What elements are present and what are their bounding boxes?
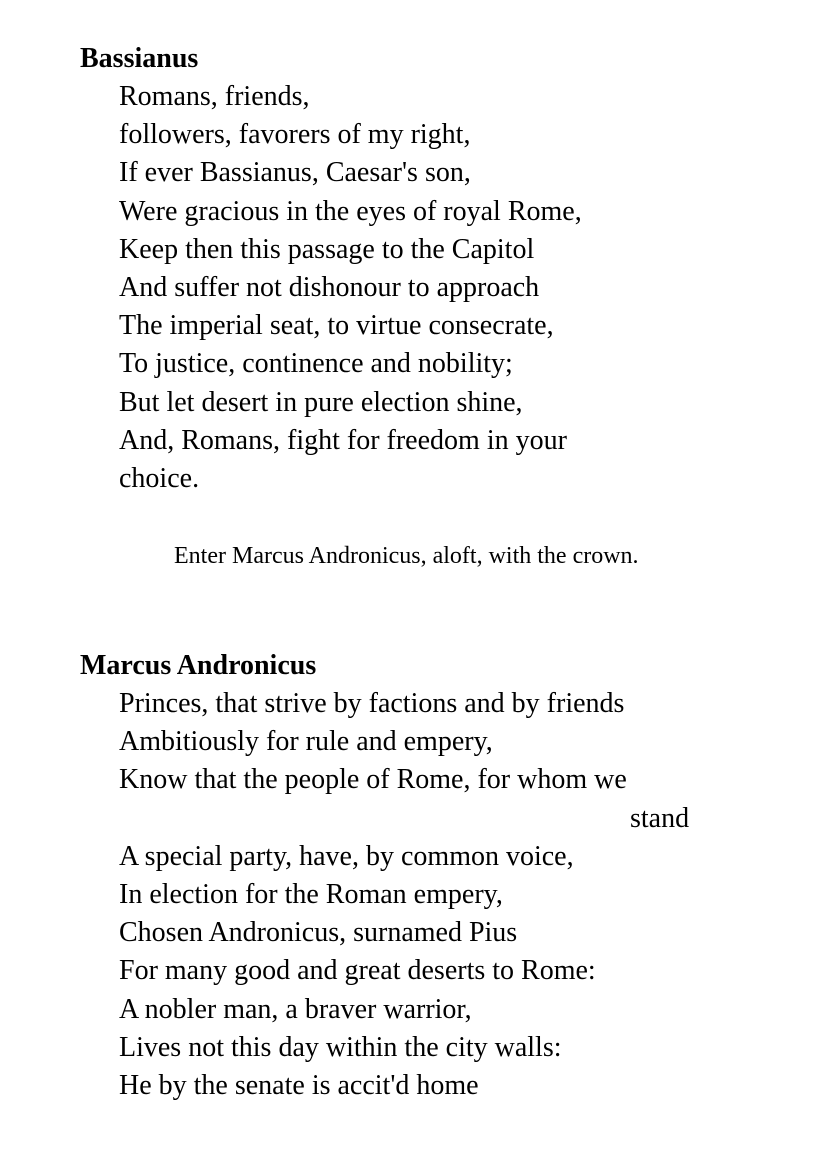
verse-line: He by the senate is accit'd home	[119, 1069, 479, 1101]
verse-line: Lives not this day within the city walls:	[119, 1031, 562, 1063]
verse-line: A special party, have, by common voice,	[119, 840, 574, 872]
verse-line: Chosen Andronicus, surnamed Pius	[119, 917, 518, 949]
verse-line: Ambitiously for rule and empery,	[119, 726, 493, 758]
speaker-name-bassianus: Bassianus	[80, 43, 199, 74]
verse-line: But let desert in pure election shine,	[119, 386, 523, 418]
verse-line: For many good and great deserts to Rome:	[119, 955, 596, 987]
verse-line: And suffer not dishonour to approach	[119, 271, 540, 303]
verse-line: followers, favorers of my right,	[119, 119, 471, 151]
verse-line: A nobler man, a braver warrior,	[119, 993, 472, 1025]
stage-direction: Enter Marcus Andronicus, aloft, with the crown.	[174, 543, 639, 569]
verse-line: If ever Bassianus, Caesar's son,	[119, 157, 471, 189]
speaker-name-marcus-andronicus: Marcus Andronicus	[80, 650, 317, 681]
speech-marcus-andronicus	[119, 685, 689, 1105]
verse-line: To justice, continence and nobility;	[119, 348, 513, 380]
verse-line: The imperial seat, to virtue consecrate,	[119, 310, 554, 342]
verse-line: Were gracious in the eyes of royal Rome,	[119, 195, 582, 227]
verse-line: Romans, friends,	[119, 81, 310, 112]
verse-line: And, Romans, fight for freedom in your	[119, 424, 567, 456]
speech-bassianus	[119, 78, 582, 498]
verse-line: Princes, that strive by factions and by friends	[119, 688, 625, 719]
verse-line: Keep then this passage to the Capitol	[119, 233, 535, 265]
verse-line-continuation: stand	[630, 802, 690, 834]
verse-line: In election for the Roman empery,	[119, 878, 503, 910]
verse-line: choice.	[119, 462, 200, 494]
verse-line: Know that the people of Rome, for whom we	[119, 764, 627, 796]
